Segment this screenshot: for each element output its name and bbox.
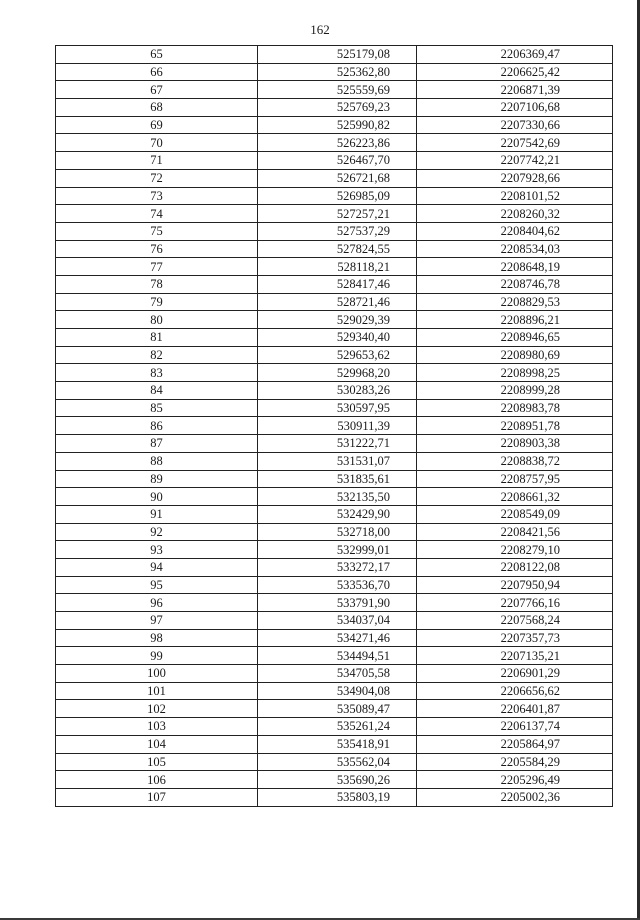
point-number-cell: 98 [56,629,258,647]
y-coordinate-cell: 2208980,69 [417,346,613,364]
y-coordinate-cell: 2208757,95 [417,470,613,488]
point-number-cell: 71 [56,152,258,170]
x-coordinate-cell: 526467,70 [258,152,417,170]
x-coordinate-cell: 527824,55 [258,240,417,258]
y-coordinate-cell: 2207742,21 [417,152,613,170]
table-row [56,700,613,718]
point-number-cell: 107 [56,788,258,806]
y-coordinate-cell: 2205584,29 [417,753,613,771]
x-coordinate-cell: 526985,09 [258,187,417,205]
x-coordinate-cell: 530597,95 [258,399,417,417]
y-coordinate-cell: 2208260,32 [417,205,613,223]
x-coordinate-cell: 535089,47 [258,700,417,718]
point-number-cell: 87 [56,435,258,453]
x-coordinate-cell: 531835,61 [258,470,417,488]
table-row [56,541,613,559]
x-coordinate-cell: 534271,46 [258,629,417,647]
y-coordinate-cell: 2208998,25 [417,364,613,382]
x-coordinate-cell: 530911,39 [258,417,417,435]
table-row [56,63,613,81]
y-coordinate-cell: 2208951,78 [417,417,613,435]
point-number-cell: 94 [56,558,258,576]
y-coordinate-cell: 2207135,21 [417,647,613,665]
table-row [56,116,613,134]
table-row [56,134,613,152]
x-coordinate-cell: 529029,39 [258,311,417,329]
point-number-cell: 74 [56,205,258,223]
y-coordinate-cell: 2206369,47 [417,46,613,64]
point-number-cell: 75 [56,222,258,240]
table-row [56,452,613,470]
point-number-cell: 83 [56,364,258,382]
x-coordinate-cell: 528417,46 [258,275,417,293]
table-row [56,505,613,523]
point-number-cell: 97 [56,612,258,630]
x-coordinate-cell: 528721,46 [258,293,417,311]
y-coordinate-cell: 2205002,36 [417,788,613,806]
table-row [56,523,613,541]
y-coordinate-cell: 2208829,53 [417,293,613,311]
y-coordinate-cell: 2207106,68 [417,99,613,117]
y-coordinate-cell: 2207357,73 [417,629,613,647]
y-coordinate-cell: 2208421,56 [417,523,613,541]
table-row [56,275,613,293]
y-coordinate-cell: 2206625,42 [417,63,613,81]
x-coordinate-cell: 529340,40 [258,329,417,347]
table-row [56,46,613,64]
table-row [56,329,613,347]
table-row [56,346,613,364]
point-number-cell: 76 [56,240,258,258]
x-coordinate-cell: 532999,01 [258,541,417,559]
x-coordinate-cell: 534904,08 [258,682,417,700]
y-coordinate-cell: 2208838,72 [417,452,613,470]
coordinates-table-body [56,46,613,807]
point-number-cell: 73 [56,187,258,205]
point-number-cell: 68 [56,99,258,117]
table-row [56,240,613,258]
point-number-cell: 103 [56,718,258,736]
table-row [56,169,613,187]
y-coordinate-cell: 2208549,09 [417,505,613,523]
point-number-cell: 104 [56,735,258,753]
x-coordinate-cell: 530283,26 [258,382,417,400]
x-coordinate-cell: 531531,07 [258,452,417,470]
x-coordinate-cell: 525990,82 [258,116,417,134]
y-coordinate-cell: 2207928,66 [417,169,613,187]
x-coordinate-cell: 532429,90 [258,505,417,523]
x-coordinate-cell: 529653,62 [258,346,417,364]
x-coordinate-cell: 529968,20 [258,364,417,382]
y-coordinate-cell: 2206137,74 [417,718,613,736]
table-row [56,788,613,806]
table-row [56,558,613,576]
point-number-cell: 88 [56,452,258,470]
y-coordinate-cell: 2208946,65 [417,329,613,347]
point-number-cell: 79 [56,293,258,311]
x-coordinate-cell: 533536,70 [258,576,417,594]
x-coordinate-cell: 535690,26 [258,771,417,789]
point-number-cell: 65 [56,46,258,64]
point-number-cell: 105 [56,753,258,771]
y-coordinate-cell: 2208404,62 [417,222,613,240]
y-coordinate-cell: 2206401,87 [417,700,613,718]
x-coordinate-cell: 535562,04 [258,753,417,771]
x-coordinate-cell: 525769,23 [258,99,417,117]
y-coordinate-cell: 2208101,52 [417,187,613,205]
table-row [56,735,613,753]
y-coordinate-cell: 2208279,10 [417,541,613,559]
point-number-cell: 100 [56,665,258,683]
y-coordinate-cell: 2205864,97 [417,735,613,753]
y-coordinate-cell: 2207542,69 [417,134,613,152]
x-coordinate-cell: 526721,68 [258,169,417,187]
point-number-cell: 70 [56,134,258,152]
x-coordinate-cell: 531222,71 [258,435,417,453]
point-number-cell: 78 [56,275,258,293]
table-row [56,629,613,647]
y-coordinate-cell: 2207950,94 [417,576,613,594]
y-coordinate-cell: 2208746,78 [417,275,613,293]
y-coordinate-cell: 2208999,28 [417,382,613,400]
table-row [56,187,613,205]
point-number-cell: 85 [56,399,258,417]
y-coordinate-cell: 2208903,38 [417,435,613,453]
x-coordinate-cell: 526223,86 [258,134,417,152]
table-row [56,771,613,789]
table-row [56,665,613,683]
x-coordinate-cell: 534705,58 [258,665,417,683]
x-coordinate-cell: 528118,21 [258,258,417,276]
table-row [56,205,613,223]
page-number: 162 [310,22,330,37]
point-number-cell: 99 [56,647,258,665]
table-row [56,753,613,771]
point-number-cell: 102 [56,700,258,718]
table-row [56,382,613,400]
point-number-cell: 72 [56,169,258,187]
x-coordinate-cell: 535418,91 [258,735,417,753]
x-coordinate-cell: 534494,51 [258,647,417,665]
table-row [56,488,613,506]
point-number-cell: 92 [56,523,258,541]
table-row [56,293,613,311]
table-row [56,647,613,665]
coordinates-table [55,45,613,807]
point-number-cell: 66 [56,63,258,81]
table-row [56,399,613,417]
point-number-cell: 81 [56,329,258,347]
table-row [56,612,613,630]
x-coordinate-cell: 533272,17 [258,558,417,576]
point-number-cell: 69 [56,116,258,134]
table-row [56,152,613,170]
x-coordinate-cell: 535803,19 [258,788,417,806]
y-coordinate-cell: 2205296,49 [417,771,613,789]
x-coordinate-cell: 527257,21 [258,205,417,223]
y-coordinate-cell: 2208661,32 [417,488,613,506]
y-coordinate-cell: 2207330,66 [417,116,613,134]
point-number-cell: 67 [56,81,258,99]
y-coordinate-cell: 2206901,29 [417,665,613,683]
point-number-cell: 91 [56,505,258,523]
point-number-cell: 80 [56,311,258,329]
table-row [56,417,613,435]
point-number-cell: 101 [56,682,258,700]
x-coordinate-cell: 532135,50 [258,488,417,506]
point-number-cell: 95 [56,576,258,594]
x-coordinate-cell: 533791,90 [258,594,417,612]
point-number-cell: 89 [56,470,258,488]
y-coordinate-cell: 2208896,21 [417,311,613,329]
x-coordinate-cell: 525362,80 [258,63,417,81]
table-row [56,222,613,240]
x-coordinate-cell: 535261,24 [258,718,417,736]
point-number-cell: 90 [56,488,258,506]
table-row [56,364,613,382]
point-number-cell: 96 [56,594,258,612]
table-row [56,718,613,736]
table-row [56,682,613,700]
x-coordinate-cell: 534037,04 [258,612,417,630]
point-number-cell: 84 [56,382,258,400]
x-coordinate-cell: 525559,69 [258,81,417,99]
y-coordinate-cell: 2206871,39 [417,81,613,99]
point-number-cell: 106 [56,771,258,789]
y-coordinate-cell: 2206656,62 [417,682,613,700]
x-coordinate-cell: 532718,00 [258,523,417,541]
table-row [56,81,613,99]
table-row [56,594,613,612]
table-row [56,311,613,329]
y-coordinate-cell: 2207766,16 [417,594,613,612]
y-coordinate-cell: 2208983,78 [417,399,613,417]
y-coordinate-cell: 2207568,24 [417,612,613,630]
point-number-cell: 77 [56,258,258,276]
x-coordinate-cell: 525179,08 [258,46,417,64]
table-row [56,576,613,594]
x-coordinate-cell: 527537,29 [258,222,417,240]
table-row [56,258,613,276]
table-row [56,470,613,488]
table-row [56,435,613,453]
point-number-cell: 93 [56,541,258,559]
point-number-cell: 86 [56,417,258,435]
y-coordinate-cell: 2208648,19 [417,258,613,276]
point-number-cell: 82 [56,346,258,364]
table-row [56,99,613,117]
y-coordinate-cell: 2208122,08 [417,558,613,576]
y-coordinate-cell: 2208534,03 [417,240,613,258]
